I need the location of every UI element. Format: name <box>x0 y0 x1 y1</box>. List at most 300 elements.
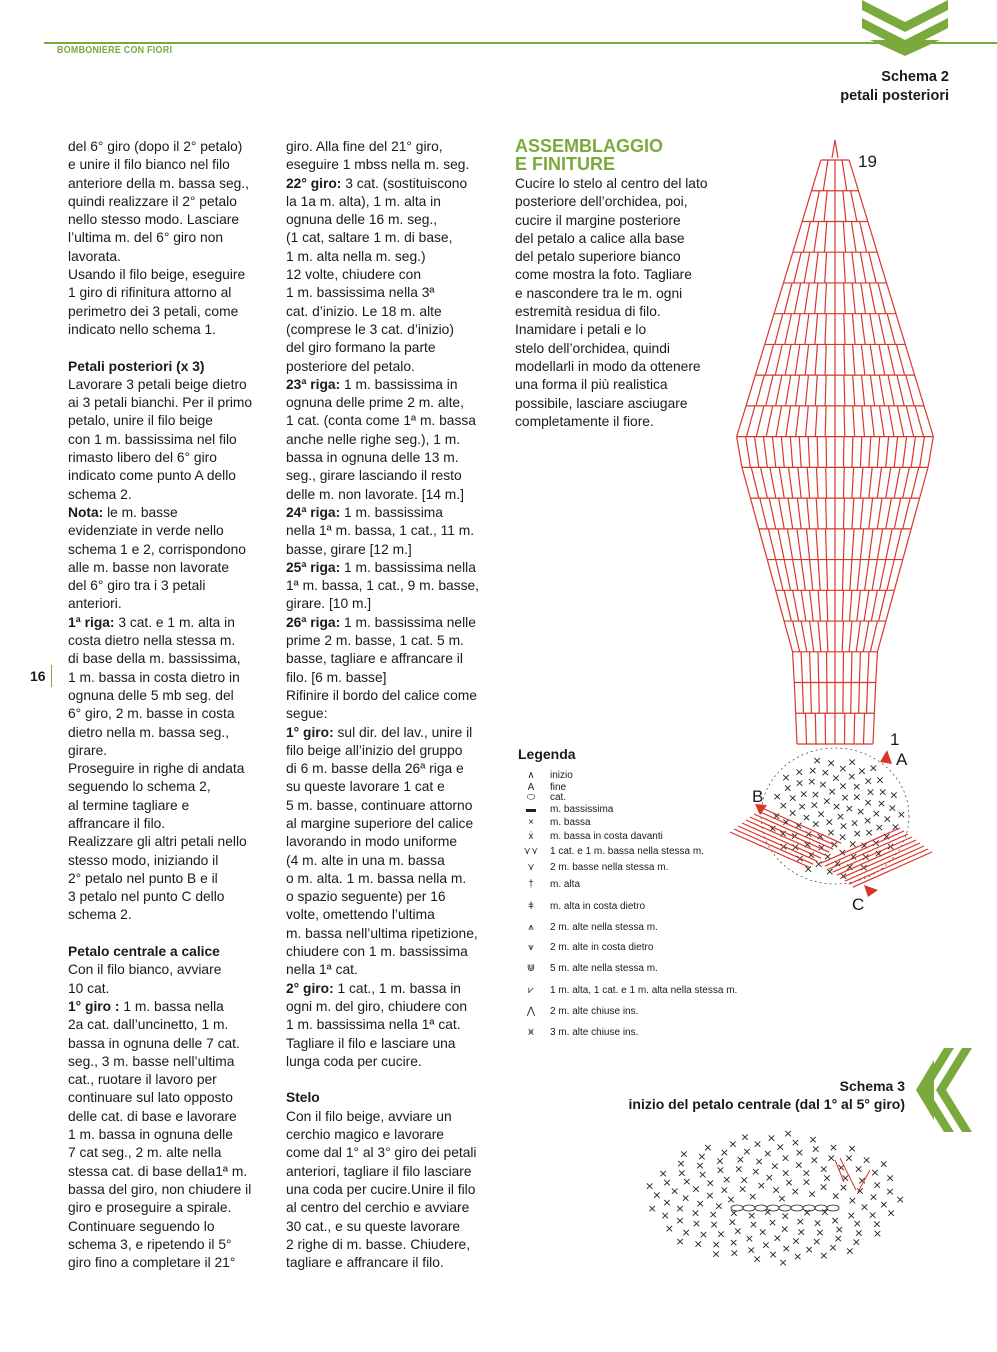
text-line: 10 cat. <box>68 980 110 996</box>
text-line: prime 2 m. basse, 1 cat. 5 m. <box>286 633 464 649</box>
stitch-x-mark: × <box>848 849 858 863</box>
stitch-x-mark: × <box>838 1181 849 1195</box>
legend-item <box>512 804 613 815</box>
stitch-mark <box>869 437 871 468</box>
stitch-mark <box>811 683 812 714</box>
stitch-mark <box>816 529 818 560</box>
stitch-mark <box>877 621 885 652</box>
stitch-mark <box>873 713 874 744</box>
stitch-x-mark: × <box>793 819 804 833</box>
stitch-x-mark: × <box>868 1190 879 1204</box>
assembly-text <box>515 175 725 431</box>
stitch-mark <box>815 375 817 406</box>
running-header: BOMBONIERE CON FIORI <box>57 44 173 56</box>
stitch-x-mark: × <box>797 800 807 814</box>
stitch-x-mark: × <box>751 1164 761 1178</box>
stitch-mark <box>818 590 820 621</box>
stitch-symbol-icon: ⋎ <box>527 862 535 873</box>
stitch-mark <box>862 375 865 406</box>
run-in-head: Petali posteriori (x 3) <box>68 358 205 374</box>
stitch-x-mark: × <box>886 839 896 853</box>
stitch-x-mark: × <box>820 1205 830 1219</box>
stitch-x-mark: × <box>682 1174 692 1188</box>
stitch-x-mark: × <box>794 1146 805 1160</box>
header-rule <box>44 42 997 44</box>
stitch-x-mark: × <box>872 1178 882 1192</box>
stitch-mark <box>886 437 889 468</box>
stitch-mark <box>888 406 894 437</box>
stitch-mark <box>807 498 810 529</box>
stitch-x-mark: × <box>820 765 830 779</box>
legend-item <box>512 817 591 828</box>
stitch-symbol-icon: ⋓ <box>526 963 536 974</box>
stitch-x-mark: × <box>795 1215 805 1229</box>
stitch-x-mark: × <box>814 857 824 871</box>
stitch-x-mark: × <box>681 1225 691 1239</box>
stitch-mark <box>886 498 892 529</box>
stitch-mark <box>776 560 783 591</box>
text-line: 5 m. basse, continuare attorno <box>286 797 473 813</box>
stitch-mark <box>886 590 894 621</box>
stitch-x-mark: × <box>783 781 793 795</box>
text-line: rimasto libero del 6° giro <box>68 450 217 466</box>
stitch-mark <box>870 314 875 345</box>
schema2-label-b: B <box>752 787 764 806</box>
stitch-mark <box>869 467 872 498</box>
stitch-mark <box>825 529 826 560</box>
stitch-x-mark: × <box>746 1243 756 1257</box>
stitch-mark <box>808 437 809 468</box>
text-line: seg., girare lasciando il resto <box>286 468 462 484</box>
stitch-x-mark: × <box>855 1184 865 1198</box>
legend-label: 2 m. alte nella stessa m. <box>550 922 658 933</box>
text-line: 1 cat. (conta come 1ª m. bassa <box>286 413 476 429</box>
text-line: bassa in ognuna delle 7 cat. <box>68 1035 240 1051</box>
stitch-mark <box>911 498 919 529</box>
stitch-x-mark: × <box>676 1157 686 1171</box>
stitch-mark <box>767 560 775 591</box>
stitch-x-mark: × <box>784 1176 794 1190</box>
text-line: 2° petalo nel punto B e il <box>68 870 218 886</box>
stitch-mark <box>924 406 933 437</box>
text-line: 2a cat. dall’uncinetto, 1 m. <box>68 1017 229 1033</box>
text-line: posteriore del petalo. <box>286 358 415 374</box>
stitch-mark <box>815 314 818 345</box>
text-line: la 1a m. alta), 1 m. alta in <box>286 193 441 209</box>
stitch-mark <box>852 283 855 314</box>
stitch-mark <box>783 252 792 283</box>
stitch-x-mark: × <box>695 1196 705 1210</box>
legend-label: 5 m. alte nella stessa m. <box>550 963 658 974</box>
stitch-mark <box>805 344 809 375</box>
stitch-x-mark: × <box>677 1166 687 1180</box>
stitch-symbol-icon: ⩛ <box>528 942 534 953</box>
legend-label: m. alta <box>550 879 581 890</box>
stitch-x-mark: × <box>807 775 817 789</box>
stitch-x-mark: × <box>690 1206 701 1220</box>
stitch-mark <box>818 652 819 683</box>
stitch-mark <box>797 498 801 529</box>
legend-item <box>512 831 663 842</box>
stitch-mark <box>915 375 924 406</box>
stitch-mark <box>793 652 795 683</box>
text-line: anteriore della m. bassa seg., <box>68 175 249 191</box>
stitch-mark <box>825 344 826 375</box>
stitch-x-mark: × <box>794 776 805 790</box>
text-line: 6° giro, 2 m. basse in costa <box>68 706 235 722</box>
stitch-mark <box>798 467 801 498</box>
text-line: 1 m. alta nella m. seg.) <box>286 248 426 264</box>
stitch-symbol-icon: A <box>527 782 535 793</box>
stitch-mark <box>779 498 785 529</box>
text-line: stessa cat. di base della1ª m. <box>68 1163 248 1179</box>
stitch-mark <box>852 498 854 529</box>
text-line: lavorando in modo uniforme <box>286 834 458 850</box>
text-line: Inamidare i petali e lo <box>515 322 647 338</box>
stitch-mark <box>795 344 800 375</box>
stitch-x-mark: × <box>854 1226 864 1240</box>
stitch-mark <box>860 252 866 283</box>
stitch-x-mark: × <box>818 777 828 791</box>
stitch-x-mark: × <box>825 864 835 878</box>
legend-item <box>512 1027 638 1038</box>
legend-label: 1 m. alta, 1 cat. e 1 m. alta nella stessa m. <box>550 985 738 996</box>
stitch-x-mark: × <box>813 1216 823 1230</box>
stitch-x-mark: × <box>835 810 846 823</box>
stitch-mark <box>785 314 792 345</box>
legend-label: 2 m. basse nella stessa m. <box>550 862 669 873</box>
text-line: evidenziate in verde nello <box>68 523 224 539</box>
text-line: girare. <box>68 742 108 758</box>
stitch-x-mark: × <box>781 815 791 829</box>
page-number-divider <box>51 665 52 687</box>
text-line <box>68 358 268 376</box>
legend-label: cat. <box>550 792 567 803</box>
text-line: e unire il filo bianco nel filo <box>68 157 230 173</box>
text-line: Tagliare il filo e lasciare una <box>286 1035 456 1051</box>
stitch-x-mark: × <box>887 801 898 815</box>
stitch-x-mark: × <box>729 1246 740 1260</box>
stitch-x-mark: × <box>778 1256 788 1270</box>
stitch-mark <box>805 375 808 406</box>
stitch-symbol-icon: × <box>528 817 534 828</box>
stitch-mark <box>853 375 855 406</box>
stitch-mark <box>860 221 867 252</box>
stitch-mark <box>851 652 852 683</box>
text-line: schema 1 e 2, corrispondono <box>68 541 246 557</box>
stitch-mark <box>779 467 784 498</box>
stitch-x-mark: × <box>838 830 848 844</box>
stitch-mark <box>843 467 844 498</box>
stitch-x-mark: × <box>850 816 860 830</box>
text-line: 7 cat seg., 2 m. alte nella <box>68 1145 222 1161</box>
stitch-mark <box>790 437 792 468</box>
stitch-mark <box>866 683 867 714</box>
stitch-x-mark: × <box>809 1153 819 1167</box>
stitch-mark <box>805 314 809 345</box>
stitch-mark <box>887 560 894 591</box>
stitch-x-mark: × <box>703 1140 713 1154</box>
stitch-mark <box>815 344 817 375</box>
stitch-mark <box>795 375 799 406</box>
stitch-mark <box>861 283 866 314</box>
schema2-label-a: A <box>896 750 908 769</box>
stitch-x-mark: × <box>828 1141 839 1155</box>
stitch-x-mark: × <box>857 764 867 778</box>
text-line: ogni m. del giro, chiudere con <box>286 998 467 1014</box>
text-line: Con il filo beige, avviare un <box>286 1108 452 1124</box>
stitch-x-mark: × <box>838 761 848 775</box>
stitch-mark <box>825 375 826 406</box>
stitch-mark <box>870 621 877 652</box>
stitch-mark <box>842 590 843 621</box>
stitch-x-mark: × <box>788 791 798 805</box>
stitch-x-mark: × <box>838 869 848 883</box>
stitch-x-mark: × <box>738 1182 748 1196</box>
stitch-x-mark: × <box>778 827 788 841</box>
run-in-head: Nota: <box>68 504 104 520</box>
stitch-mark <box>787 529 792 560</box>
stitch-mark <box>851 683 852 714</box>
legend-label: m. bassa in costa davanti <box>550 831 663 842</box>
stitch-mark <box>794 683 795 714</box>
stitch-mark <box>897 406 904 437</box>
stitch-mark <box>870 344 875 375</box>
stitch-mark <box>849 621 852 652</box>
stitch-mark <box>894 467 900 498</box>
stitch-mark <box>857 590 861 621</box>
stitch-x-mark: × <box>766 1131 777 1145</box>
stitch-mark <box>852 252 856 283</box>
text-line: 1 giro di rifinitura attorno al <box>68 285 232 301</box>
stitch-mark <box>756 375 764 406</box>
stitch-x-mark: × <box>846 1208 856 1222</box>
chevron-decoration-icon <box>862 0 948 56</box>
legend-item <box>512 922 658 933</box>
stitch-mark <box>803 221 810 252</box>
stitch-symbol-icon: ⩗ <box>528 985 534 996</box>
text-line: petalo, unire il filo beige <box>68 413 213 429</box>
stitch-mark <box>903 437 907 468</box>
stitch-mark <box>869 498 873 529</box>
text-line: seguendo lo schema 2, <box>68 779 211 795</box>
stitch-x-mark: × <box>675 1234 685 1248</box>
stitch-x-mark: × <box>859 839 869 853</box>
stitch-x-mark: × <box>811 817 821 831</box>
stitch-mark <box>928 437 933 468</box>
stitch-mark <box>850 590 852 621</box>
text-line: giro fino a completare il 21° <box>68 1255 236 1271</box>
stitch-x-mark: × <box>729 1206 739 1220</box>
stitch-mark <box>869 252 876 283</box>
stitch-mark <box>760 498 767 529</box>
stitch-x-mark: × <box>816 840 827 854</box>
text-line: alle m. basse non lavorate <box>68 559 230 575</box>
stitch-x-mark: × <box>726 1192 736 1206</box>
stitch-mark <box>813 191 819 222</box>
text-line: possibile, lasciare asciugare <box>515 395 688 411</box>
stitch-mark <box>807 467 810 498</box>
text-line: come dal 1° al 3° giro dei petali <box>286 1145 477 1161</box>
text-line: 1° giro: sul dir. del lav., unire il <box>286 724 473 740</box>
stitch-x-mark: × <box>801 811 812 825</box>
legend-item <box>512 770 573 781</box>
stitch-x-mark: × <box>744 1232 754 1246</box>
stitch-x-mark: × <box>824 815 834 829</box>
text-line: seg., 3 m. basse nell’ultima <box>68 1053 235 1069</box>
stitch-x-mark: × <box>879 1197 889 1211</box>
stitch-x-mark: × <box>793 1250 803 1264</box>
stitch-mark <box>894 498 901 529</box>
stitch-mark <box>850 560 852 591</box>
stitch-mark <box>786 406 791 437</box>
stitch-mark <box>886 467 891 498</box>
stitch-mark <box>920 467 928 498</box>
stitch-x-mark: × <box>815 1225 825 1239</box>
stitch-mark <box>806 529 809 560</box>
stitch-x-mark: × <box>806 848 816 862</box>
text-line: indicato nello schema 1. <box>68 321 217 337</box>
stitch-x-mark: × <box>781 770 791 784</box>
stitch-x-mark: × <box>715 1163 726 1177</box>
text-line: lunga coda per cucire. <box>286 1053 422 1069</box>
text-line: 23ª riga: 1 m. bassissima in <box>286 376 458 392</box>
stitch-mark <box>843 221 845 252</box>
stitch-x-mark: × <box>868 1208 878 1222</box>
text-line <box>286 1071 496 1089</box>
stitch-mark <box>801 590 806 621</box>
stitch-mark <box>906 375 914 406</box>
text-line: giro e proseguire a spirale. <box>68 1200 232 1216</box>
stitch-x-mark: × <box>734 1162 744 1176</box>
stitch-mark <box>788 467 792 498</box>
text-line: Lavorare 3 petali beige dietro <box>68 376 247 392</box>
stitch-x-mark: × <box>886 1206 896 1220</box>
stitch-x-mark: × <box>669 1184 680 1198</box>
stitch-mark <box>887 283 896 314</box>
stitch-x-mark: × <box>779 839 789 853</box>
stitch-x-mark: × <box>865 785 876 799</box>
stitch-mark <box>843 529 844 560</box>
text-line: schema 2. <box>68 486 132 502</box>
stitch-x-mark: × <box>791 1234 801 1248</box>
stitch-x-mark: × <box>790 1135 801 1149</box>
stitch-x-mark: × <box>853 1162 864 1176</box>
stitch-symbol-icon: ⬭ <box>526 792 536 803</box>
stitch-mark <box>894 437 897 468</box>
stitch-mark <box>768 529 775 560</box>
stitch-mark <box>842 160 847 191</box>
text-line: bassa in ognuna delle 13 m. <box>286 450 459 466</box>
text-line: estremità residua di filo. <box>515 304 661 320</box>
stitch-mark <box>852 467 854 498</box>
stitch-mark <box>877 252 886 283</box>
stitch-symbol-icon: ⩙ <box>528 1027 534 1038</box>
text-line: una coda per cucire.Unire il filo <box>286 1181 476 1197</box>
run-in-head: 1ª riga: <box>68 614 115 630</box>
stitch-x-mark: × <box>811 1142 821 1156</box>
stitch-mark <box>886 529 892 560</box>
stitch-x-mark: × <box>822 1171 832 1185</box>
stitch-x-mark: × <box>831 771 841 785</box>
stitch-x-mark: × <box>872 1227 883 1241</box>
stitch-x-mark: × <box>852 1217 862 1231</box>
stitch-mark <box>823 160 828 191</box>
stitch-mark <box>805 713 806 744</box>
stitch-mark <box>857 560 860 591</box>
text-line: cat. d’inizio. Le 18 m. alte <box>286 303 442 319</box>
stitch-mark <box>793 621 800 652</box>
stitch-x-mark: × <box>808 1132 818 1146</box>
stitch-x-mark: × <box>695 1158 705 1172</box>
text-line: una forma il più realistica <box>515 377 668 393</box>
stitch-x-mark: × <box>882 829 892 843</box>
run-in-head: Petalo centrale a calice <box>68 944 220 960</box>
stitch-x-mark: × <box>772 789 782 803</box>
stitch-symbol-icon: † <box>528 879 534 890</box>
run-in-head: 1° giro : <box>68 998 120 1014</box>
stitch-mark <box>859 683 860 714</box>
stitch-x-mark: × <box>780 1209 790 1223</box>
stitch-x-mark: × <box>752 1137 763 1151</box>
stitch-x-mark: × <box>764 1170 774 1184</box>
stitch-mark <box>784 621 792 652</box>
stitch-x-mark: × <box>852 790 862 804</box>
stitch-mark <box>868 652 869 683</box>
stitch-mark <box>793 221 802 252</box>
stitch-mark <box>897 375 904 406</box>
stitch-mark <box>810 621 814 652</box>
stitch-x-mark: × <box>664 1222 674 1236</box>
stitch-x-mark: × <box>783 1130 793 1141</box>
chevron-right-decoration-icon <box>916 1048 972 1132</box>
schema2-label-19: 19 <box>858 152 877 171</box>
stitch-x-mark: × <box>711 1247 721 1261</box>
stitch-x-mark: × <box>845 860 855 874</box>
text-line: schema 2. <box>68 907 132 923</box>
stitch-mark <box>775 314 783 345</box>
text-line: Proseguire in righe di andata <box>68 761 245 777</box>
stitch-x-mark: × <box>645 1179 655 1193</box>
stitch-mark <box>903 467 910 498</box>
stitch-x-mark: × <box>647 1201 657 1215</box>
stitch-mark <box>825 283 827 314</box>
stitch-mark <box>852 529 854 560</box>
text-line: volte, omettendo l’ultima <box>286 907 435 923</box>
stitch-mark <box>784 590 791 621</box>
text-line: tagliare e affrancare il filo. <box>286 1255 444 1271</box>
text-line: eseguire 1 mbss nella m. seg. <box>286 157 470 173</box>
stitch-mark <box>814 221 819 252</box>
stitch-x-mark: × <box>868 761 878 775</box>
stitch-mark <box>843 191 846 222</box>
stitch-mark <box>827 560 828 591</box>
stitch-mark <box>888 344 895 375</box>
stitch-x-mark: × <box>890 820 901 834</box>
stitch-x-mark: × <box>794 765 804 779</box>
stitch-mark <box>911 437 915 468</box>
stitch-x-mark: × <box>756 1178 767 1192</box>
stitch-mark <box>776 590 784 621</box>
text-line: 25ª riga: 1 m. bassissima nella <box>286 559 476 575</box>
stitch-x-mark: × <box>844 1151 854 1165</box>
stitch-mark <box>737 406 746 437</box>
stitch-mark <box>804 252 810 283</box>
stitch-mark <box>877 467 881 498</box>
stitch-mark <box>772 437 775 468</box>
stitch-x-mark: × <box>711 1237 721 1251</box>
stitch-mark <box>824 191 827 222</box>
